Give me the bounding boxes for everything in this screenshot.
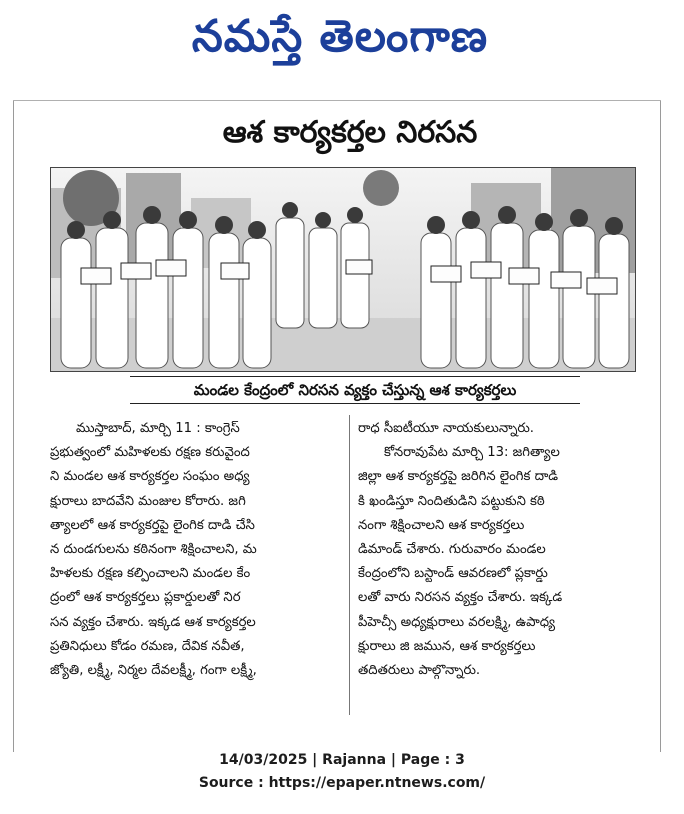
article-column-1 (50, 417, 340, 683)
article-column-2 (358, 417, 640, 683)
footer-meta: 14/03/2025 | Rajanna | Page : 3 (219, 752, 465, 768)
article-line: ని మండల ఆశ కార్యకర్తల సంఘం అధ్య (50, 469, 250, 485)
article-line: డిమాండ్ చేశారు. గురువారం మండల (358, 541, 546, 557)
left-column-rule (13, 100, 14, 752)
protest-photo-image (51, 168, 635, 371)
right-column-rule (660, 100, 661, 752)
article-line: న దుండగులను కఠినంగా శిక్షించాలని, మ (50, 541, 257, 557)
article-line: జ్యోతి, లక్ష్మీ, నిర్మల దేవలక్ష్మీ, గంగా లక్ష్మీ, (50, 662, 257, 678)
article-line: ముస్తాబాద్, మార్చి 11 : కాంగ్రెస్ (76, 421, 240, 436)
article-line: కి ఖండిస్తూ నిందితుడిని పట్టుకుని కఠి (358, 493, 545, 509)
article-line: లతో వారు నిరసన వ్యక్తం చేశారు. ఇక్కడ (358, 590, 563, 606)
article-line: క్షురాలు జి జమున, ఆశ కార్యకర్తలు (358, 638, 536, 654)
newspaper-masthead: నమస్తే తెలంగాణ (191, 11, 489, 62)
article-line: రాధ సీఐటీయూ నాయకులున్నారు. (358, 421, 534, 436)
article-headline: ఆశ కార్యకర్తల నిరసన (222, 115, 478, 150)
article-line: కేంద్రంలోని బస్టాండ్ ఆవరణలో ప్లకార్డు (358, 566, 548, 582)
article-line: ప్రభుత్వంలో మహిళలకు రక్షణ కరువైంద (50, 445, 250, 461)
article-line: సన వ్యక్తం చేశారు. ఇక్కడ ఆశ కార్యకర్తల (50, 614, 256, 630)
footer-source: Source : https://epaper.ntnews.com/ (198, 775, 486, 791)
article-line: తదితరులు పాల్గొన్నారు. (358, 662, 481, 678)
article-line: క్షురాలు బాదవేని మంజుల కోరారు. జగి (50, 493, 246, 509)
article-line: హిళలకు రక్షణ కల్పించాలని మండల కేం (50, 566, 251, 582)
article-line: జిల్లా ఆశ కార్యకర్తపై జరిగిన లైంగిక దాడి (358, 469, 559, 485)
protest-photo (50, 167, 636, 372)
article-line: కోనరావుపేట మార్చి 13: జగిత్యాల (384, 445, 560, 461)
top-rule (13, 100, 661, 101)
article-line: త్యాలలో ఆశ కార్యకర్తపై లైంగిక దాడి చేసి (50, 517, 255, 533)
article-line: పీహెచ్సీ అధ్యక్షురాలు వరలక్ష్మి, ఉపాధ్య (358, 614, 556, 630)
column-divider (349, 415, 350, 715)
article-line: ప్రతినిధులు కోడం రమణ, దేవిక నవీత, (50, 638, 245, 654)
photo-caption: మండల కేంద్రంలో నిరసన వ్యక్తం చేస్తున్న ఆశ కార్యకర్తలు (130, 376, 580, 404)
article-line: నంగా శిక్షించాలని ఆశ కార్యకర్తలు (358, 517, 525, 533)
article-line: ద్రంలో ఆశ కార్యకర్తలు ప్లకార్డులతో నిర (50, 590, 241, 606)
